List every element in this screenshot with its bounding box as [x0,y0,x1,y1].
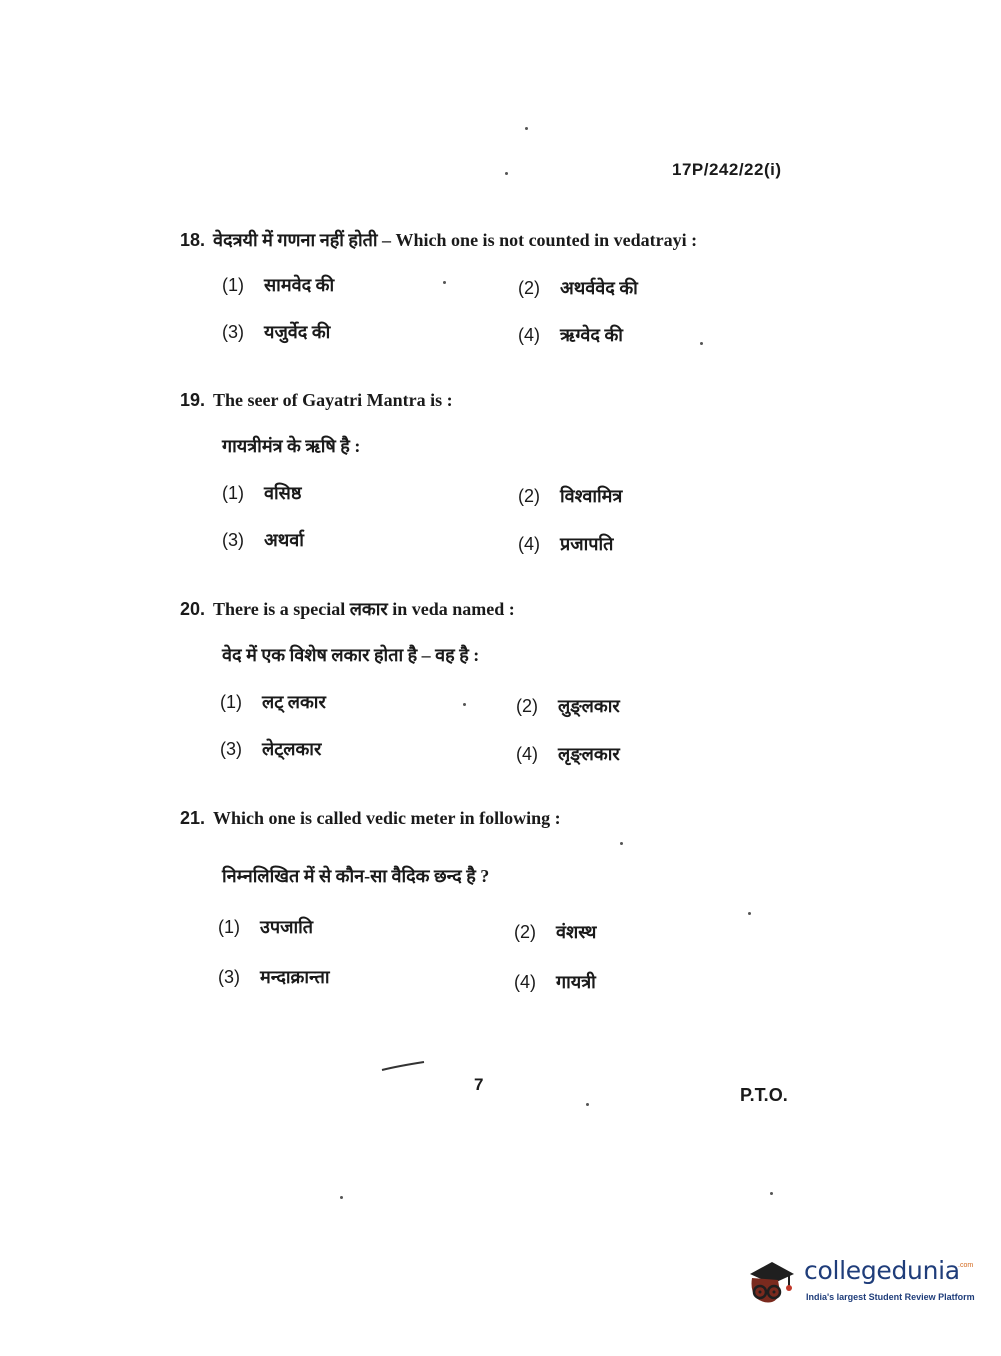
option-21-4 [514,970,596,994]
option-20-2 [516,694,620,718]
question-hindi: गायत्रीमंत्र के ऋषि है : [222,436,361,456]
question-text: There is a special लकार in veda named : [213,599,515,619]
question-21 [180,806,800,888]
question-19 [180,388,800,458]
option-text: विश्वामित्र [560,486,623,506]
option-text: ऋग्वेद की [560,325,623,345]
option-20-1 [220,690,326,714]
option-number: (3) [222,322,244,342]
option-18-4 [518,323,623,347]
option-number: (4) [518,325,540,345]
scan-speck [770,1192,773,1195]
logo-suffix: .com [958,1262,974,1269]
option-18-2 [518,276,638,300]
option-number: (1) [220,692,242,712]
option-number: (2) [518,278,540,298]
option-text: मन्दाक्रान्ता [260,967,330,987]
option-19-4 [518,532,613,556]
option-text: प्रजापति [560,534,614,554]
question-text: The seer of Gayatri Mantra is : [213,390,453,410]
option-text: अथर्ववेद की [560,278,638,298]
question-number: 21. [180,808,206,828]
question-18 [180,228,800,252]
option-number: (1) [218,917,240,937]
option-21-1 [218,915,313,939]
option-number: (1) [222,275,244,295]
option-text: अथर्वा [264,530,304,550]
option-19-2 [518,484,622,508]
scan-speck [700,342,703,345]
scan-speck [463,703,466,706]
option-number: (2) [516,696,538,716]
option-21-2 [514,920,596,944]
option-number: (3) [218,967,240,987]
collegedunia-watermark [742,1250,975,1310]
option-20-3 [220,737,321,761]
question-hindi: वेद में एक विशेष लकार होता है – वह है : [222,645,480,665]
option-text: उपजाति [260,917,314,937]
scan-speck [525,127,528,130]
option-19-3 [222,528,304,552]
option-text: लुङ्लकार [558,696,620,716]
option-number: (4) [514,972,536,992]
option-21-3 [218,965,330,989]
option-text: लृङ्लकार [558,744,620,764]
option-number: (3) [222,530,244,550]
option-text: वसिष्ठ [264,483,302,503]
scan-speck [505,172,508,175]
question-hindi: निम्नलिखित में से कौन-सा वैदिक छन्द है ? [222,866,490,886]
option-20-4 [516,742,620,766]
scan-speck [340,1196,343,1199]
pto-label: P.T.O. [740,1085,788,1105]
scan-speck [443,281,446,284]
option-text: वंशस्थ [556,922,597,942]
option-number: (1) [222,483,244,503]
option-text: लेट्लकार [262,739,322,759]
question-text: Which one is called vedic meter in following : [213,808,561,828]
option-number: (2) [518,486,540,506]
option-text: यजुर्वेद की [264,322,331,342]
option-18-3 [222,320,330,344]
logo-wordmark: collegedunia [804,1256,960,1285]
scan-speck [586,1103,589,1106]
option-number: (4) [516,744,538,764]
question-text: वेदत्रयी में गणना नहीं होती – Which one is not counted in vedatrayi : [213,230,698,250]
option-text: सामवेद की [264,275,335,295]
question-20 [180,597,800,667]
collegedunia-mascot-icon [742,1252,798,1308]
option-19-1 [222,481,301,505]
option-18-1 [222,273,334,297]
logo-tagline: India's largest Student Review Platform [806,1292,975,1302]
pen-stroke-mark [380,1058,430,1074]
scan-speck [748,912,751,915]
option-text: गायत्री [556,972,596,992]
scan-speck [620,842,623,845]
question-number: 20. [180,599,206,619]
option-text: लट् लकार [262,692,326,712]
option-number: (3) [220,739,242,759]
question-number: 18. [180,230,206,250]
option-number: (2) [514,922,536,942]
option-number: (4) [518,534,540,554]
paper-code: 17P/242/22(i) [672,160,782,179]
question-number: 19. [180,390,206,410]
page-number: 7 [474,1075,484,1094]
